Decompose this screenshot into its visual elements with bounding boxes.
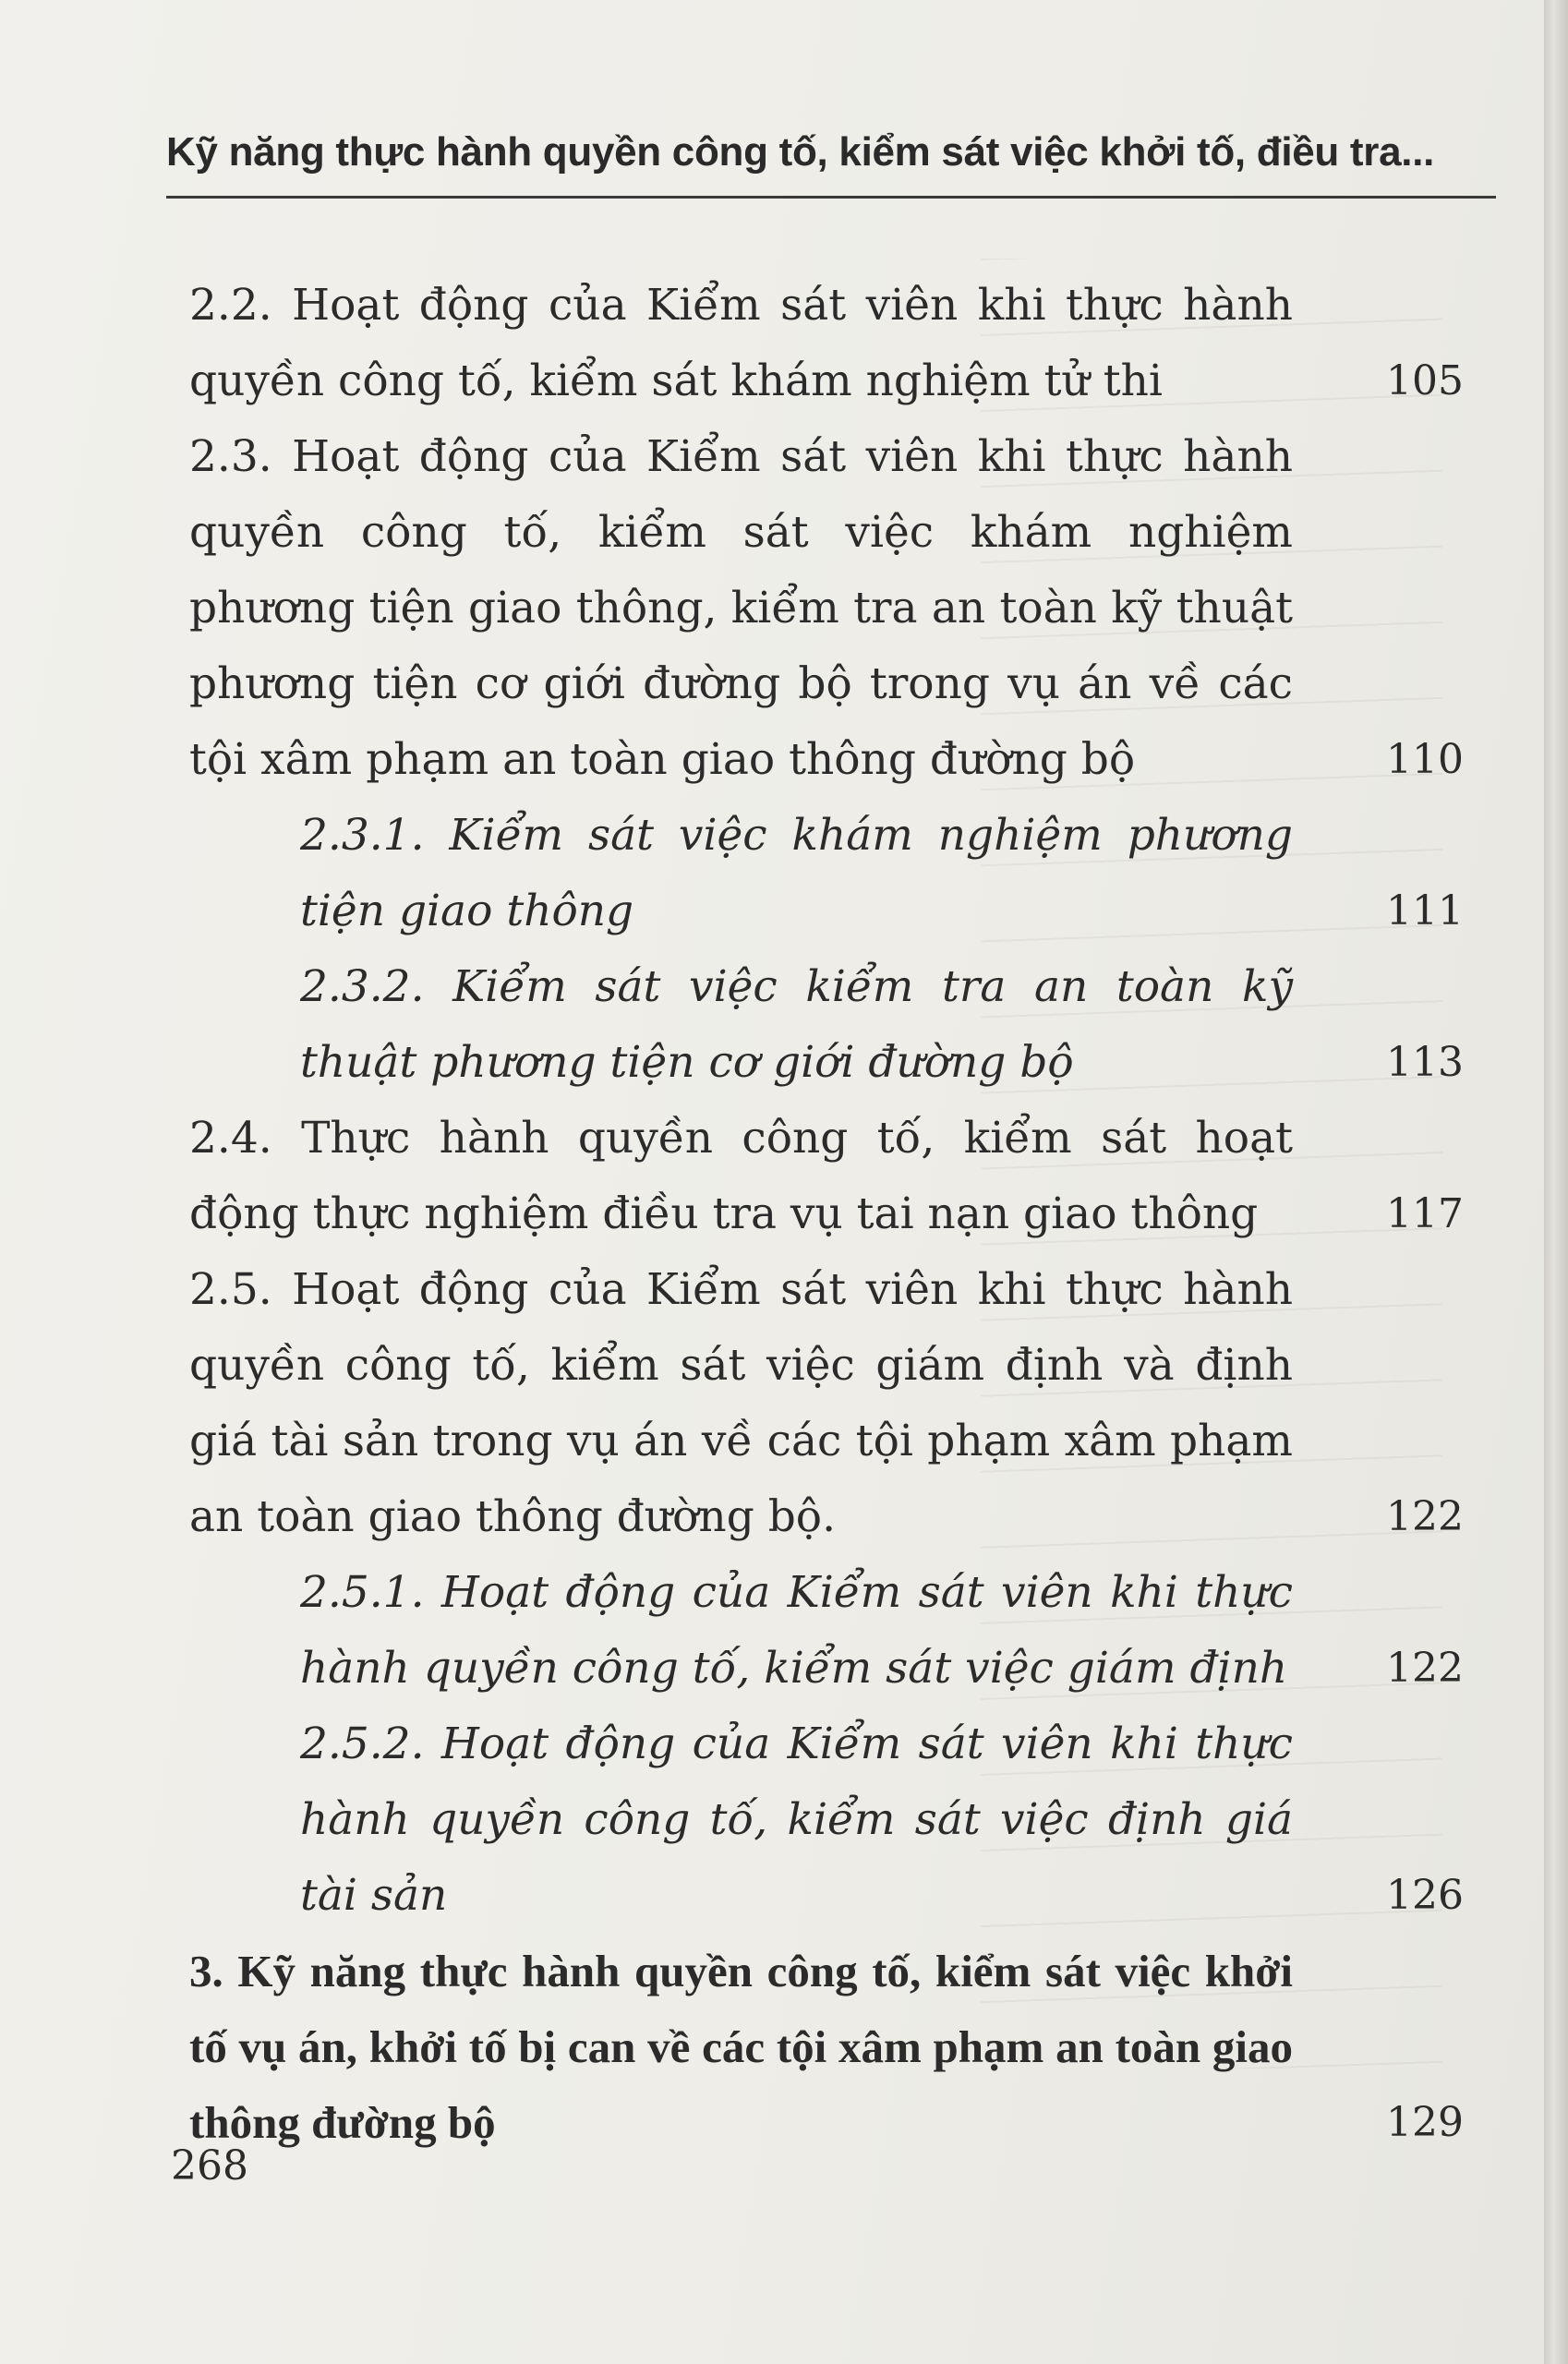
toc-entry-page: 111: [1386, 887, 1464, 935]
toc-entry-text: 3. Kỹ năng thực hành quyền công tố, kiểm sát việc khởi tố vụ án, khởi tố bị can về các tội xâm phạm an toàn giao thông đường bộ: [189, 1946, 1293, 2148]
toc-entry-page: 113: [1386, 1039, 1464, 1086]
toc-entry-2-2: [189, 268, 1464, 419]
toc-entry-page: 105: [1386, 357, 1464, 404]
toc-entry-3: [189, 1934, 1464, 2161]
toc-entry-2-5: [189, 1252, 1464, 1555]
toc-entry-page: 126: [1386, 1872, 1464, 1919]
toc-entry-page: 122: [1386, 1493, 1464, 1540]
toc-entry-page: 122: [1386, 1645, 1464, 1692]
toc-entry-text: 2.3.2. Kiểm sát việc kiểm tra an toàn kỹ thuật phương tiện cơ giới đường bộ: [300, 961, 1293, 1088]
page-number: 268: [171, 2142, 248, 2189]
toc-entry-2-5-2: [300, 1707, 1464, 1934]
header-rule: [166, 196, 1496, 199]
toc-entry-2-3-2: [300, 949, 1464, 1101]
toc-entry-2-3: [189, 419, 1464, 798]
toc-entry-text: 2.5.1. Hoạt động của Kiểm sát viên khi thực hành quyền công tố, kiểm sát việc giám định: [300, 1567, 1293, 1694]
toc-entry-2-5-1: [300, 1555, 1464, 1707]
running-header: Kỹ năng thực hành quyền công tố, kiểm sát việc khởi tố, điều tra...: [166, 129, 1435, 175]
toc-entry-text: 2.3.1. Kiểm sát việc khám nghiệm phương tiện giao thông: [300, 810, 1293, 936]
toc-entry-text: 2.2. Hoạt động của Kiểm sát viên khi thực hành quyền công tố, kiểm sát khám nghiệm tử thi: [189, 280, 1293, 406]
table-of-contents: [189, 268, 1464, 2161]
toc-entry-page: 110: [1386, 736, 1464, 783]
page-edge: [1544, 0, 1568, 2364]
toc-entry-text: 2.3. Hoạt động của Kiểm sát viên khi thực hành quyền công tố, kiểm sát việc khám nghiệm phương tiện giao thông, kiểm tra an toàn kỹ thuật phương tiện cơ giới đường bộ trong vụ án về các tội xâm phạm an toàn giao thông đường bộ: [189, 431, 1293, 785]
toc-entry-2-3-1: [300, 798, 1464, 949]
toc-entry-page: 117: [1386, 1190, 1464, 1237]
toc-entry-2-4: [189, 1101, 1464, 1252]
toc-entry-text: 2.4. Thực hành quyền công tố, kiểm sát hoạt động thực nghiệm điều tra vụ tai nạn giao thông: [189, 1113, 1293, 1239]
toc-entry-page: 129: [1386, 2099, 1464, 2146]
toc-entry-text: 2.5. Hoạt động của Kiểm sát viên khi thực hành quyền công tố, kiểm sát việc giám định và định giá tài sản trong vụ án về các tội phạm xâm phạm an toàn giao thông đường bộ.: [189, 1264, 1293, 1542]
toc-entry-text: 2.5.2. Hoạt động của Kiểm sát viên khi thực hành quyền công tố, kiểm sát việc định giá tài sản: [300, 1719, 1293, 1921]
